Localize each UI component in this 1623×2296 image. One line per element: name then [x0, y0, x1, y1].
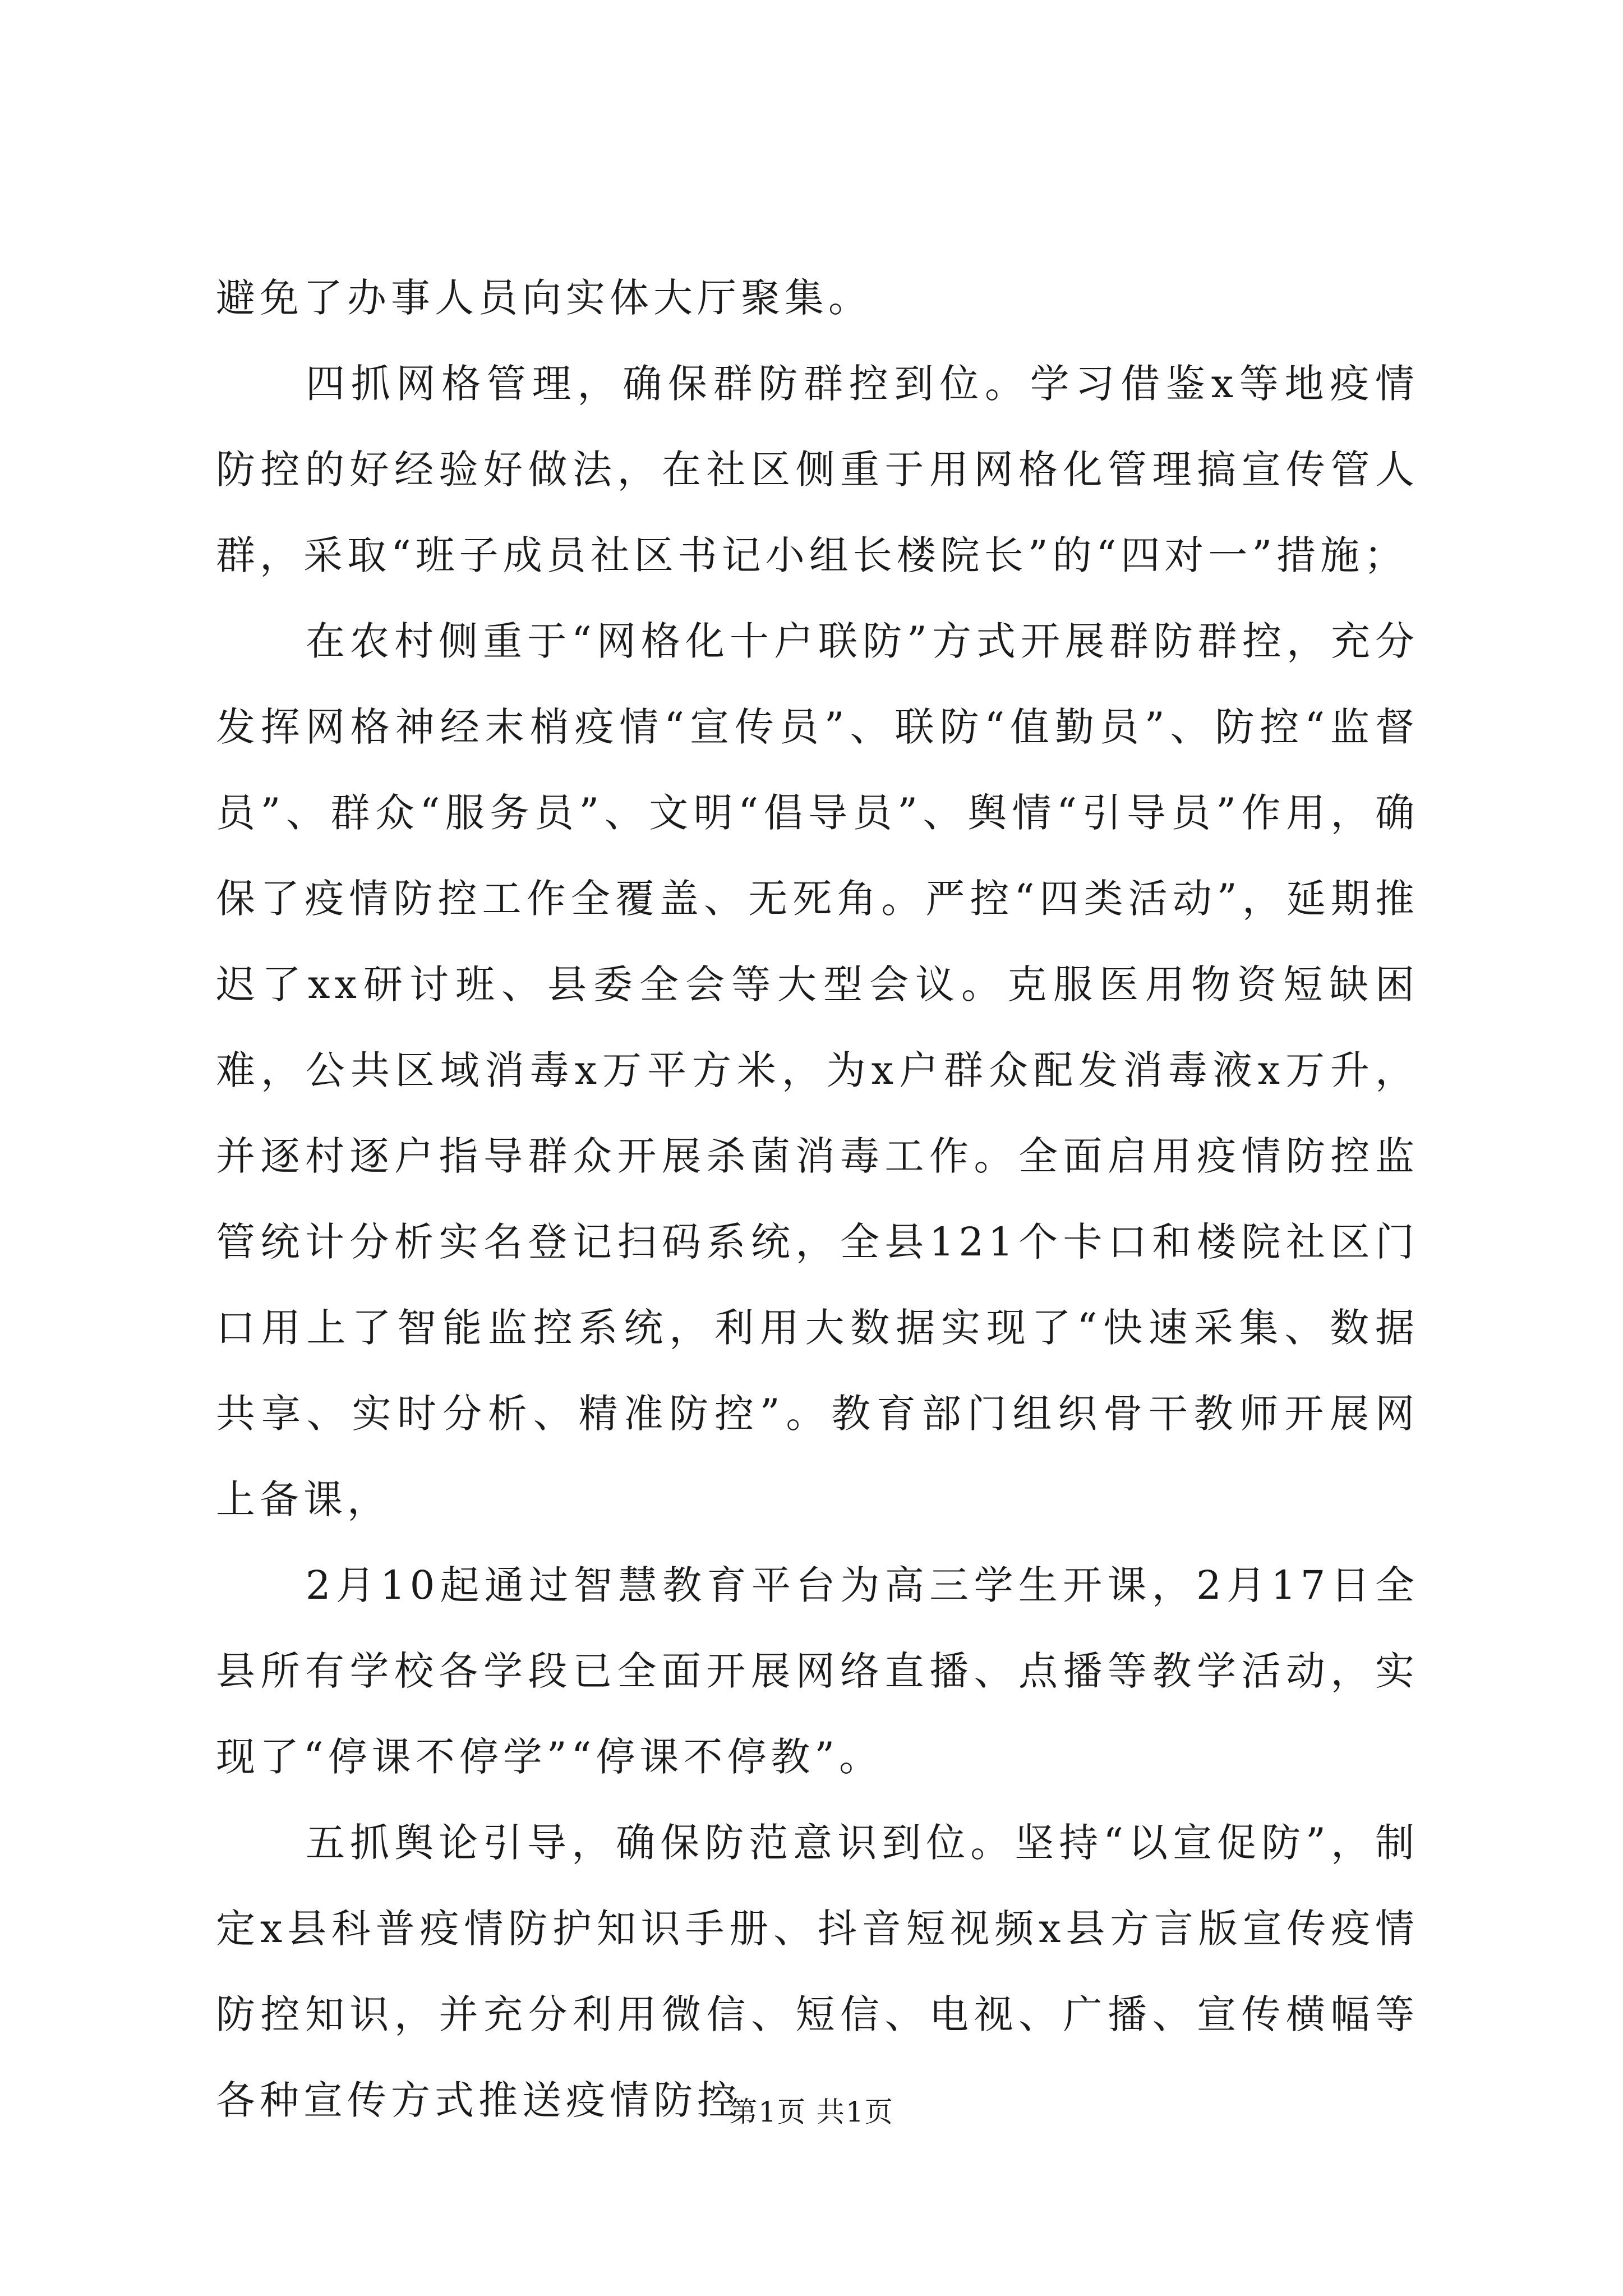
- paragraph-5: 五抓舆论引导，确保防范意识到位。坚持“以宣促防”，制定x县科普疫情防护知识手册、抖音短视频x县方言版宣传疫情防控知识，并充分利用微信、短信、电视、广播、宣传横幅等各种宣传方式推送疫情防控: [216, 1820, 1419, 2123]
- paragraph-4: 2月10起通过智慧教育平台为高三学生开课，2月17日全县所有学校各学段已全面开展网络直播、点播等教学活动，实现了“停课不停学”“停课不停教”。: [216, 1562, 1419, 1780]
- document-body: [216, 255, 1419, 2143]
- paragraph-1: 避免了办事人员向实体大厅聚集。: [216, 275, 872, 321]
- paragraph-2: 四抓网格管理，确保群防群控到位。学习借鉴x等地疫情防控的好经验好做法，在社区侧重于用网格化管理搞宣传管人群，采取“班子成员社区书记小组长楼院长”的“四对一”措施；: [216, 361, 1419, 578]
- paragraph-3: 在农村侧重于“网格化十户联防”方式开展群防群控，充分发挥网格神经末梢疫情“宣传员”、联防“值勤员”、防控“监督员”、群众“服务员”、文明“倡导员”、舆情“引导员”作用，确保了疫情防控工作全覆盖、无死角。严控“四类活动”，延期推迟了xx研讨班、县委全会等大型会议。克服医用物资短缺困难，公共区域消毒x万平方米，为x户群众配发消毒液x万升，并逐村逐户指导群众开展杀菌消毒工作。全面启用疫情防控监管统计分析实名登记扫码系统，全县121个卡口和楼院社区门口用上了智能监控系统，利用大数据实现了“快速采集、数据共享、实时分析、精准防控”。教育部门组织骨干教师开展网上备课，: [216, 618, 1419, 1522]
- page-footer: 第1页 共1页: [729, 2096, 894, 2128]
